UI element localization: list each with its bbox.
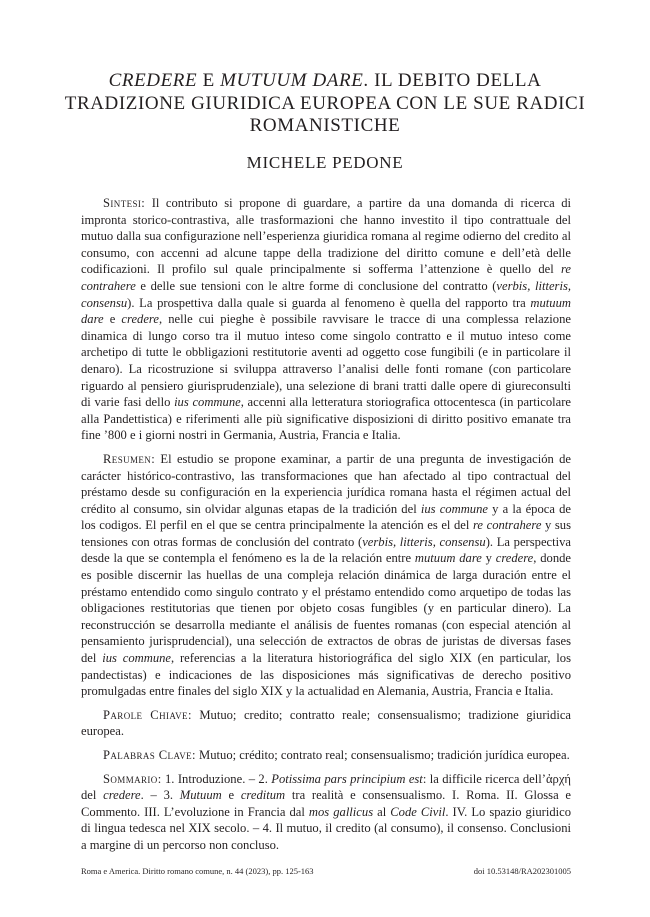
resumen-text: y a la época de los codigos. El perfil en el que se centra principalmente la atención es el del (81, 501, 572, 533)
palabras-clave-paragraph (81, 747, 571, 764)
parole-chiave-text: Mutuo; credito; contratto reale; consensualismo; tradizione giuridica europea. (81, 707, 572, 739)
sintesi-label: Sintesi: (103, 196, 146, 210)
sintesi-italic: mutuum dare (81, 295, 571, 327)
article-body (81, 195, 571, 861)
resumen-text: , donde es posible discernir las huellas de una compleja relación dinámica de larga duración entre el préstamo entendido como singulo contrato y el préstamo entendido como arquetipo de todas las obligaciones restitutorias que tienen por objeto cosas fungibles (y en particular dinero). La reconstrucción se desarrolla mediante el análisis de fuentes romanas (con especial atención al pensamiento jurisprudencial), una selección de extractos de obras de juristas de diversas fases del (81, 551, 571, 666)
sommario-text: tra realità e consensualismo. I. Roma. II. Glossa e Commento. III. L’evoluzione in Francia dal (81, 788, 571, 819)
resumen-label: Resumen: (103, 451, 156, 466)
title-italic-credere: CREDERE (108, 70, 198, 91)
sintesi-text: , accenni alla letteratura storiografica ottocentesca (in particolare alla Pandettistica) e riferimenti alle più significative disposizioni di diritto positivo emanate tra fine ’800 e i giorni nostri in Germania, Austria, Francia e Italia. (81, 395, 571, 443)
sintesi-paragraph (81, 195, 571, 444)
resumen-italic: ius commune (102, 651, 172, 666)
sintesi-text: e (103, 312, 122, 327)
palabras-clave-label: Palabras Clave: (103, 748, 196, 762)
sintesi-italic: ius commune (174, 395, 241, 410)
resumen-text: y sus tensiones con otras formas de conclusión del contrato ( (81, 518, 571, 549)
sommario-italic: Code Civil (390, 804, 446, 819)
resumen-italic: ius commune (420, 501, 488, 516)
journal-citation: Roma e America. Diritto romano comune, n. 44 (2023), pp. 125-163 (81, 866, 314, 876)
sommario-italic: credere (103, 788, 141, 803)
sommario-paragraph (81, 771, 571, 854)
sommario-italic: Potissima pars principium est (271, 771, 423, 786)
resumen-text: ). La perspectiva desde la que se contempla el fenómeno es la de la relación entre (81, 534, 572, 566)
resumen-italic: re contrahere (473, 518, 542, 533)
resumen-text: El estudio se propone examinar, a partir de una pregunta de investigación de carácter histórico-contrastivo, las transformaciones que han afectado al tipo contractual del préstamo desde su configuración en la experiencia jurídica romana hasta el régimen actual del crédito al consumo, sin olvidar algunas etapas de la tradición del (81, 451, 571, 516)
sommario-italic: mos gallicus (308, 804, 374, 819)
resumen-text: y (481, 551, 496, 566)
sintesi-italic: verbis, litteris, consensu (81, 278, 571, 310)
parole-chiave-label: Parole Chiave: (103, 707, 192, 722)
sommario-text: al (373, 804, 391, 819)
sintesi-italic: credere (121, 312, 159, 327)
sommario-text: . – 3. (140, 788, 180, 803)
sommario-text: : la difficile ricerca dell’ἀρχή del (81, 771, 571, 803)
doi-text: doi 10.53148/RA202301005 (473, 866, 571, 876)
title-italic-mutuum-dare: MUTUUM DARE (220, 70, 364, 91)
sintesi-text: Il contributo si propone di guardare, a partire da una domanda di ricerca di impronta storico-contrastiva, alle trasformazioni che hanno investito il tipo contrattuale del mutuo dalla sua configurazione nell’esperienza giuridica romana al regime odierno del credito al consumo, con accenni ad alcune tappe della tradizione del diritto comune e dell’età delle codificazioni. Il profilo sul quale principalmente si sofferma l’attenzione è quello del (81, 196, 571, 277)
sommario-label: Sommario: (103, 771, 162, 786)
sintesi-text: , nelle cui pieghe è possibile ravvisare le tracce di una complessa relazione dinamica di lungo corso tra il mutuo inteso come singolo contratto e il mutuo inteso come archetipo di tutte le obbligazioni restitutorie aventi ad oggetto cose fungibili (e in particolare il denaro). La ricostruzione si sviluppa attraverso l’analisi delle fonti romane (con particolare riguardo al pensiero giurisprudenziale), una selezione di brani tratti dalle opere di giureconsulti di varie fasi dello (81, 312, 571, 410)
resumen-italic: verbis, litteris, consensu (362, 534, 486, 549)
title-part: . IL DEBITO DELLA TRADIZIONE GIURIDICA EUROPEA CON LE SUE RADICI ROMANISTICHE (64, 70, 586, 136)
sommario-italic: Mutuum (179, 788, 222, 803)
sommario-text: 1. Introduzione. – 2. (161, 771, 272, 786)
resumen-text: , referencias a la literatura historiográfica del siglo XIX (en particular, los pandectistas) e indicaciones de las disposiciones más significativas de derecho positivo promulgadas entre finales del siglo XIX y la actualidad en Alemania, Austria, Francia e Italia. (81, 651, 571, 699)
sommario-text: . IV. Lo spazio giuridico di lingua tedesca nel XIX secolo. – 4. Il mutuo, il credito (al consumo), il consenso. Conclusioni a margine di un percorso non concluso. (81, 804, 572, 852)
sintesi-italic: re contrahere (81, 262, 571, 293)
sintesi-text: ). La prospettiva dalla quale si guarda al fenomeno è quella del rapporto tra (127, 295, 531, 310)
palabras-clave-text: Mutuo; crédito; contrato real; consensualismo; tradición jurídica europea. (195, 748, 570, 762)
resumen-italic: credere (495, 551, 534, 566)
page-footer (81, 866, 571, 876)
title-part: E (197, 70, 221, 91)
sommario-text: e (221, 788, 241, 803)
article-title (60, 70, 590, 138)
sommario-italic: creditum (240, 788, 286, 803)
resumen-italic: mutuum dare (414, 551, 482, 566)
resumen-paragraph (81, 451, 571, 700)
article-author: MICHELE PEDONE (246, 153, 404, 172)
sintesi-text: e delle sue tensioni con le altre forme di conclusione del contratto ( (135, 278, 497, 293)
parole-chiave-paragraph (81, 707, 571, 740)
